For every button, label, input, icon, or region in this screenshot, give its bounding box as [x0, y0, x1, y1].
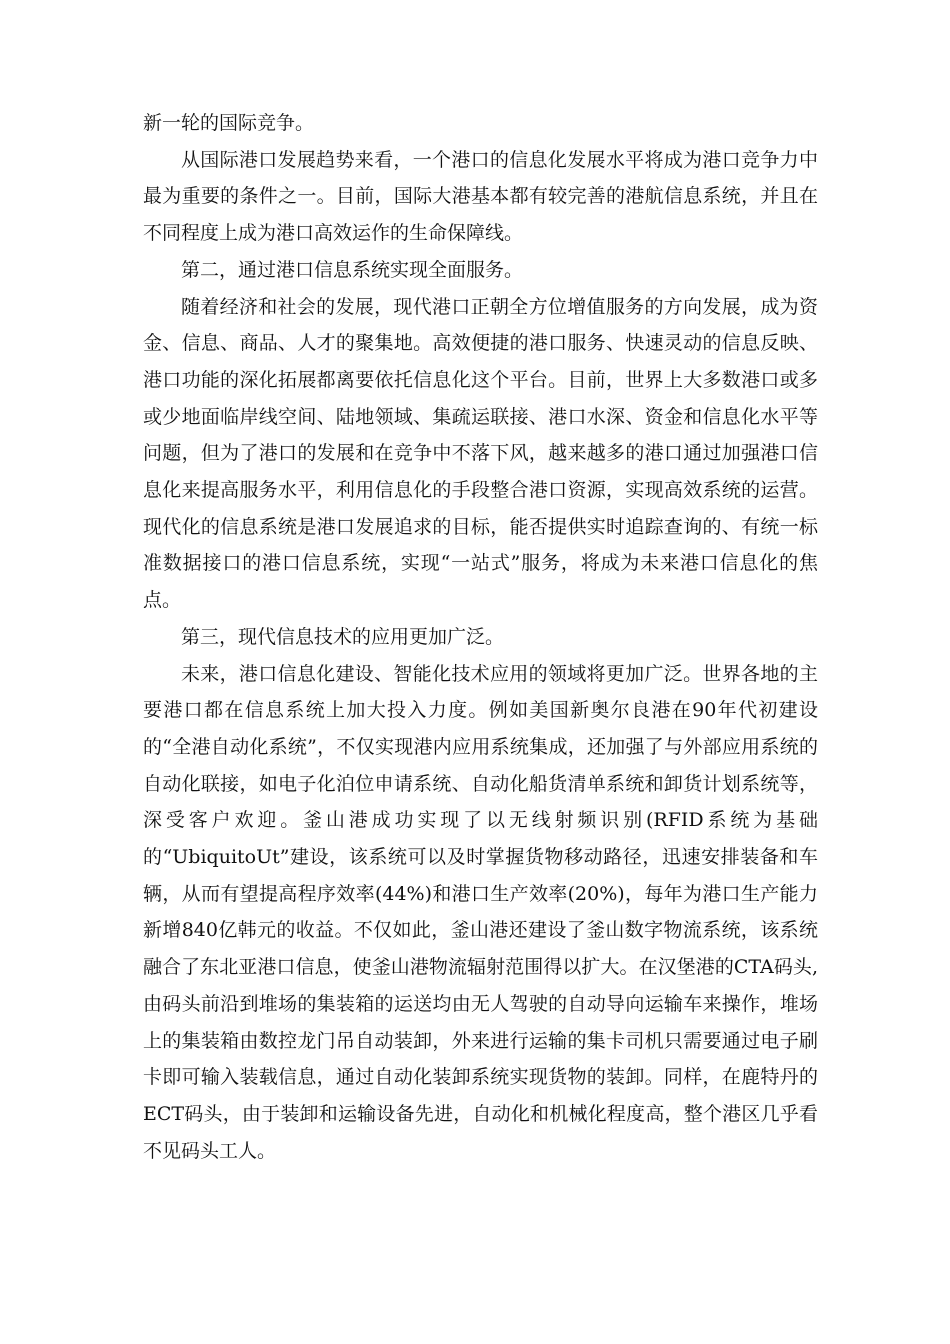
paragraph-technology: 未来，港口信息化建设、智能化技术应用的领域将更加广泛。世界各地的主要港口都在信息系统上加大投入力度。例如美国新奥尔良港在90年代初建设的“全港自动化系统”，不仅实现港内应用系统集成，还加强了与外部应用系统的自动化联接，如电子化泊位申请系统、自动化船货清单系统和卸货计划系统等，深受客户欢迎。釜山港成功实现了以无线射频识别(RFID系统为基础的“UbiquitoUt”建设，该系统可以及时掌握货物移动路径，迅速安排装备和车辆，从而有望提高程序效率(44%)和港口生产效率(20%)，每年为港口生产能力新增840亿韩元的收益。不仅如此，釜山港还建设了釜山数字物流系统，该系统融合了东北亚港口信息，使釜山港物流辐射范围得以扩大。在汉堡港的CTA码头,由码头前沿到堆场的集装箱的运送均由无人驾驶的自动导向运输车来操作，堆场上的集装箱由数控龙门吊自动装卸，外来进行运输的集卡司机只需要通过电子刷卡即可输入装载信息，通过自动化装卸系统实现货物的装卸。同样，在鹿特丹的ECT码头，由于装卸和运输设备先进，自动化和机械化程度高，整个港区几乎看不见码头工人。 [143, 662, 818, 1162]
paragraph-trend: 从国际港口发展趋势来看，一个港口的信息化发展水平将成为港口竞争力中最为重要的条件之一。目前，国际大港基本都有较完善的港航信息系统，并且在不同程度上成为港口高效运作的生命保障线。 [143, 148, 818, 245]
paragraph-continuation: 新一轮的国际竞争。 [143, 112, 315, 134]
paragraph-full-service: 随着经济和社会的发展，现代港口正朝全方位增值服务的方向发展，成为资金、信息、商品、人才的聚集地。高效便捷的港口服务、快速灵动的信息反映、港口功能的深化拓展都离要依托信息化这个平台。目前，世界上大多数港口或多或少地面临岸线空间、陆地领域、集疏运联接、港口水深、资金和信息化水平等问题，但为了港口的发展和在竞争中不落下风，越来越多的港口通过加强港口信息化来提高服务水平，利用信息化的手段整合港口资源，实现高效系统的运营。现代化的信息系统是港口发展追求的目标，能否提供实时追踪查询的、有统一标准数据接口的港口信息系统，实现“一站式”服务，将成为未来港口信息化的焦点。 [143, 295, 818, 612]
document-body [143, 105, 818, 1169]
paragraph-heading-second: 第二，通过港口信息系统实现全面服务。 [181, 258, 524, 281]
paragraph-heading-third: 第三，现代信息技术的应用更加广泛。 [181, 625, 505, 648]
